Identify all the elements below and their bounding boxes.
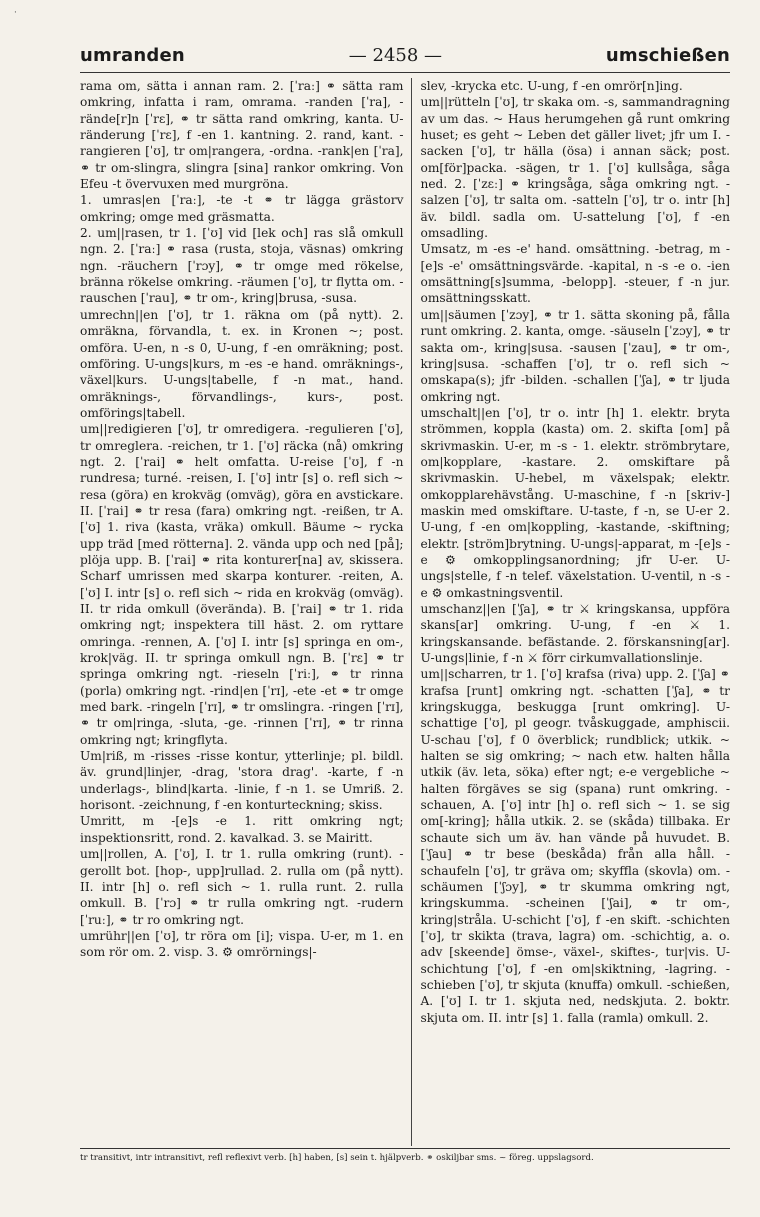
header-rule (80, 72, 730, 73)
entry-paragraph: rama om, sätta i annan ram. 2. [ˈraː] ⚭ sätta ram omkring, infatta i ram, omrama. -randen [ˈra], -rände[r]n [ˈrɛ], ⚭ tr sätta rand omkring, kanta. U-ränderung [ˈrɛ], f -en 1. kantning. 2. rand, kant. -rangieren [ˈʊ], tr om|rangera, -ordna. -rank|en [ˈra], ⚭ tr om-slingra, slingra [sina] rankor omkring. Von Efeu -t övervuxen med murgröna. (80, 79, 404, 192)
entry-paragraph: um||säumen [ˈzɔy], ⚭ tr 1. sätta skoning på, fålla runt omkring. 2. kanta, omge. -säuseln [ˈzɔy], ⚭ tr sakta om-, kring|susa. -sausen [ˈzau], ⚭ tr om-, kring|susa. -schaffen [ˈʊ], tr o. refl sich ~ omskapa(s); jfr -bilden. -schallen [ˈʃa], ⚭ tr ljuda omkring ngt. (420, 307, 730, 404)
text-columns (80, 78, 730, 1146)
entry-paragraph: 2. um||rasen, tr 1. [ˈʊ] vid [lek och] ras slå omkull ngn. 2. [ˈraː] ⚭ rasa (rusta, stoja, väsnas) omkring ngn. -räuchern [ˈrɔy], ⚭ tr omge med rökelse, bränna rökelse omkring. -räumen [ˈʊ], tr flytta om. -rauschen [ˈrau], ⚭ tr om-, kring|brusa, -susa. (80, 226, 404, 306)
entry-paragraph: umrühr||en [ˈʊ], tr röra om [i]; vispa. U-er, m 1. en som rör om. 2. visp. 3. ⚙ omrörnings|- (80, 928, 404, 960)
entry-paragraph: 1. umras|en [ˈraː], -te -t ⚭ tr lägga grästorv omkring; omge med gräsmatta. (80, 193, 404, 224)
entry-paragraph: Um|riß, m -risses -risse kontur, ytterlinje; pl. bildl. äv. grund|linjer, -drag, 'stora drag'. -karte, f -n underlags-, blind|karta. -linie, f -n 1. se Umriß. 2. horisont. -zeichnung, f -en konturteckning; skiss. (80, 749, 404, 813)
footer-rule (80, 1148, 730, 1149)
page-header (80, 42, 730, 68)
entry-paragraph: umrechn||en [ˈʊ], tr 1. räkna om (på nytt). 2. omräkna, förvandla, t. ex. in Kronen ~; post. omföra. U-en, n -s 0, U-ung, f -en omräkning; post. omföring. U-ungs|kurs, m -es -e hand. omräknings-, växel|kurs. U-ungs|tabelle, f -n mat., hand. omräknings-, förvandlings-, kurs-, post. omförings|tabell. (80, 307, 404, 420)
entry-paragraph: um||rütteln [ˈʊ], tr skaka om. -s, sammandragning av um das. ~ Haus herumgehen gå runt omkring huset; es geht ~ Leben det gäller livet; jfr um I. -sacken [ˈʊ], tr hälla (ösa) i annan säck; post. om[för]packa. -sägen, tr 1. [ˈʊ] kullsåga, såga ned. 2. [ˈzɛː] ⚭ kringsåga, såga omkring ngt. -salzen [ˈʊ], tr salta om. -satteln [ˈʊ], tr o. intr [h] äv. bildl. sadla om. U-sattelung [ˈʊ], f -en omsadling. (420, 95, 730, 241)
left-column (80, 78, 411, 1146)
entry-paragraph: um||redigieren [ˈʊ], tr omredigera. -regulieren [ˈʊ], tr omreglera. -reichen, tr 1. [ˈʊ] räcka (nå) omkring ngt. 2. [ˈrai] ⚭ helt omfatta. U-reise [ˈʊ], f -n rundresa; turné. -reisen, I. [ˈʊ] intr [s] o. refl sich ~ resa (göra) en krokväg (omväg), göra en avstickare. II. [ˈrai] ⚭ tr resa (fara) omkring ngt. -reißen, tr A. [ˈʊ] 1. riva (kasta, vräka) omkull. Bäume ~ rycka upp träd [med rötterna]. 2. vända upp och ned [på]; plöja upp. B. [ˈrai] ⚭ rita konturer[na] av, skissera. Scharf umrissen med skarpa konturer. -reiten, A. [ˈʊ] I. intr [s] o. refl sich ~ rida en krokväg (omväg). II. tr rida omkull (överända). B. [ˈrai] ⚭ tr 1. rida omkring ngt; inspektera till häst. 2. om ryttare omringa. -rennen, A. [ˈʊ] I. intr [s] springa en om-, krok|väg. II. tr springa omkull ngn. B. [ˈrɛ] ⚭ tr springa omkring ngt. -rieseln [ˈriː], ⚭ tr rinna (porla) omkring ngt. -rind|en [ˈrɪ], -ete -et ⚭ tr omge med bark. -ringeln [ˈrɪ], ⚭ tr omslingra. -ringen [ˈrɪ], ⚭ tr om|ringa, -sluta, -ge. -rinnen [ˈrɪ], ⚭ tr rinna omkring ngt; kringflyta. (80, 422, 404, 747)
page-number: — 2458 — (348, 44, 443, 66)
right-column (412, 78, 730, 1146)
right-running-headword: umschießen (605, 44, 730, 66)
entry-paragraph: umschalt||en [ˈʊ], tr o. intr [h] 1. elektr. bryta strömmen, koppla (kasta) om. 2. skifta [om] på skrivmaskin. U-er, m -s - 1. elektr. strömbrytare, om|kopplare, -kastare. 2. omskiftare på skrivmaskin. U-hebel, m växelspak; elektr. omkopplarehävstång. U-maschine, f -n [skriv-] maskin med omskiftare. U-taste, f -n, se U-er 2. U-ung, f -en om|koppling, -kastande, -skiftning; elektr. [ström]brytning. U-ungs|-apparat, m -[e]s -e ⚙ omkopplingsanordning; jfr U-er. U-ungs|stelle, f -n telef. växelstation. U-ventil, n -s -e ⚙ omkastningsventil. (420, 405, 730, 600)
abbreviation-legend: tr transitivt, intr intransitivt, refl reflexivt verb. [h] haben, [s] sein t. hjälpverb. ⚭ oskiljbar sms. ~ föreg. uppslagsord. (80, 1153, 594, 1163)
entry-paragraph: umschanz||en [ˈʃa], ⚭ tr ⚔ kringskansa, uppföra skans[ar] omkring. U-ung, f -en ⚔ 1. kringskansande. befästande. 2. förskansning[ar]. U-ungs|linie, f -n ⚔ förr cirkumvallationslinje. (420, 602, 730, 666)
left-running-headword: umranden (80, 44, 185, 66)
scan-corner-mark: · (14, 8, 17, 18)
entry-paragraph: slev, -krycka etc. U-ung, f -en omrör[n]ing. (420, 79, 683, 93)
entry-paragraph: um||rollen, A. [ˈʊ], I. tr 1. rulla omkring (runt). -gerollt bot. [hop-, upp]rullad. 2. rulla om (på nytt). II. intr [h] o. refl sich ~ 1. rulla runt. 2. rulla omkull. B. [ˈrɔ] ⚭ tr rulla omkring ngt. -rudern [ˈruː], ⚭ tr ro omkring ngt. (80, 847, 404, 927)
entry-paragraph: Umritt, m -[e]s -e 1. ritt omkring ngt; inspektionsritt, rond. 2. kavalkad. 3. se Mairitt. (80, 814, 404, 845)
entry-paragraph: Umsatz, m -es -e' hand. omsättning. -betrag, m -[e]s -e' omsättningsvärde. -kapital, n -s -e o. -ien omsättning[s]summa, -belopp]. -steuer, f -n jur. omsättningsskatt. (420, 242, 730, 306)
entry-paragraph: um||scharren, tr 1. [ˈʊ] krafsa (riva) upp. 2. [ˈʃa] ⚭ krafsa [runt] omkring ngt. -schatten [ˈʃa], ⚭ tr kringskugga, beskugga [runt omkring]. U-schattige [ˈʊ], pl geogr. tvåskuggade, amphiscii. U-schau [ˈʊ], f 0 överblick; rundblick; utkik. ~ halten se sig omkring; ~ nach etw. halten hålla utkik (äv. leta, söka) efter ngt; e-e vergebliche ~ halten förgäves se sig (spana) runt omkring. -schauen, A. [ˈʊ] intr [h] o. refl sich ~ 1. se sig om[-kring]; hålla utkik. 2. se (skåda) tillbaka. Er schaute sich um äv. han vände på huvudet. B. [ˈʃau] ⚭ tr bese (beskåda) från alla håll. -schaufeln [ˈʊ], tr gräva om; skyffla (skovla) om. -schäumen [ˈʃɔy], ⚭ tr skumma omkring ngt, kringskumma. -scheinen [ˈʃai], ⚭ tr om-, kring|stråla. U-schicht [ˈʊ], f -en skift. -schichten [ˈʊ], tr skikta (trava, lagra) om. -schichtig, a. o. adv [skeende] ömse-, växel-, skiftes-, tur|vis. U-schichtung [ˈʊ], f -en om|skiktning, -lagring. -schieben [ˈʊ], tr skjuta (knuffa) omkull. -schießen, A. [ˈʊ] I. tr 1. skjuta ned, nedskjuta. 2. boktr. skjuta om. II. intr [s] 1. falla (ramla) omkull. 2. (420, 667, 730, 1025)
